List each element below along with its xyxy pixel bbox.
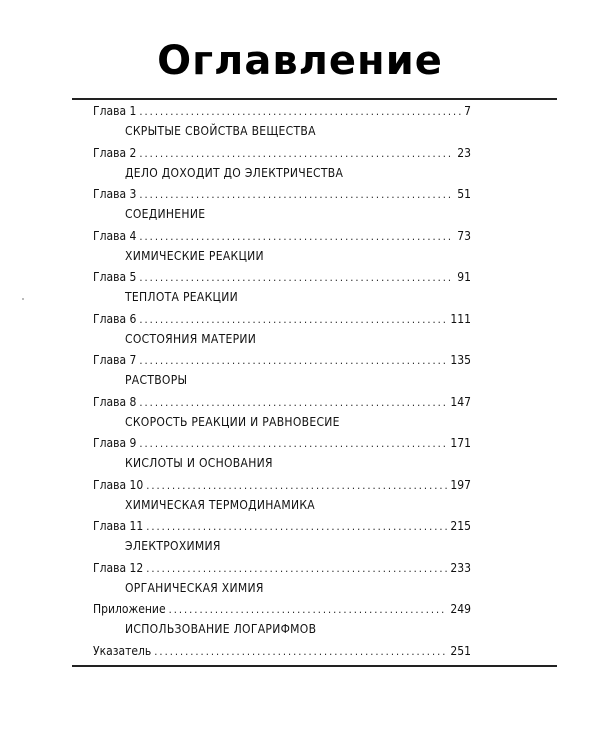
toc-entry-chapter-12[interactable]: [93, 561, 471, 603]
entry-page-number: 23: [457, 145, 471, 160]
dot-leader: [139, 354, 447, 367]
entry-page-number: 171: [450, 436, 471, 450]
entry-page-number: 135: [450, 353, 471, 367]
toc-entry-chapter-10[interactable]: [93, 478, 471, 520]
toc-entry-chapter-7[interactable]: [93, 353, 471, 395]
toc-entry-index[interactable]: [93, 644, 471, 666]
toc-entry-chapter-9[interactable]: [93, 436, 471, 478]
entry-page-number: 91: [457, 270, 471, 284]
entry-title: ДЕЛО ДОХОДИТ ДО ЭЛЕКТРИЧЕСТВА: [125, 165, 344, 180]
entry-page-number: 251: [450, 643, 471, 658]
toc-entry-chapter-4[interactable]: [93, 229, 471, 271]
dot-leader: [154, 645, 447, 658]
entry-page-number: 147: [450, 394, 471, 409]
entry-label: Глава 8: [93, 394, 137, 409]
entry-label: Глава 2: [93, 145, 137, 160]
entry-title: РАСТВОРЫ: [125, 373, 188, 387]
entry-page-number: 249: [450, 602, 471, 616]
entry-page-number: 7: [464, 104, 471, 118]
toc-entry-chapter-8[interactable]: [93, 395, 471, 437]
entry-title: ХИМИЧЕСКАЯ ТЕРМОДИНАМИКА: [125, 497, 315, 512]
dot-leader: [139, 271, 454, 284]
entry-page-number: 111: [450, 311, 471, 326]
dot-leader: [169, 603, 448, 616]
entry-label: Глава 7: [93, 353, 137, 367]
entry-label: Глава 10: [93, 477, 144, 492]
dot-leader: [139, 147, 454, 160]
entry-title: ХИМИЧЕСКИЕ РЕАКЦИИ: [125, 248, 264, 263]
dot-leader: [139, 230, 454, 243]
entry-title: СКРЫТЫЕ СВОЙСТВА ВЕЩЕСТВА: [125, 124, 316, 138]
toc-entry-chapter-2[interactable]: [93, 146, 471, 188]
entry-page-number: 233: [450, 560, 471, 575]
top-divider: [72, 98, 557, 100]
dot-leader: [139, 188, 454, 201]
entry-label: Приложение: [93, 602, 166, 616]
entry-page-number: 197: [450, 477, 471, 492]
entry-title: СКОРОСТЬ РЕАКЦИИ И РАВНОВЕСИЕ: [125, 414, 340, 429]
entry-page-number: 73: [457, 228, 471, 243]
dot-leader: [139, 396, 447, 409]
entry-page-number: 215: [450, 519, 471, 533]
dot-leader: [146, 520, 447, 533]
entry-title: СОСТОЯНИЯ МАТЕРИИ: [125, 331, 257, 346]
toc-entry-appendix[interactable]: [93, 602, 471, 644]
entry-label: Глава 3: [93, 187, 137, 201]
toc-entry-chapter-6[interactable]: [93, 312, 471, 354]
toc-entry-chapter-3[interactable]: [93, 187, 471, 229]
entry-label: Глава 11: [93, 519, 144, 533]
entry-label: Глава 9: [93, 436, 137, 450]
toc-entry-chapter-1[interactable]: [93, 104, 471, 146]
toc-entry-chapter-11[interactable]: [93, 519, 471, 561]
entry-title: ОРГАНИЧЕСКАЯ ХИМИЯ: [125, 580, 264, 595]
entry-label: Глава 5: [93, 270, 137, 284]
entry-title: ТЕПЛОТА РЕАКЦИИ: [125, 290, 238, 304]
dot-leader: [139, 437, 447, 450]
entry-label: Глава 6: [93, 311, 137, 326]
entry-title: ЭЛЕКТРОХИМИЯ: [125, 539, 221, 553]
scan-speck: [22, 298, 24, 300]
toc-entry-chapter-5[interactable]: [93, 270, 471, 312]
table-of-contents: [93, 104, 471, 666]
entry-label: Глава 4: [93, 228, 137, 243]
entry-title: СОЕДИНЕНИЕ: [125, 207, 206, 221]
entry-title: КИСЛОТЫ И ОСНОВАНИЯ: [125, 456, 273, 470]
dot-leader: [146, 479, 447, 492]
dot-leader: [146, 562, 447, 575]
entry-label: Указатель: [93, 643, 152, 658]
page-title: Оглавление: [157, 38, 443, 84]
entry-label: Глава 1: [93, 104, 137, 118]
entry-title: ИСПОЛЬЗОВАНИЕ ЛОГАРИФМОВ: [125, 622, 317, 636]
entry-label: Глава 12: [93, 560, 144, 575]
entry-page-number: 51: [457, 187, 471, 201]
bottom-divider: [72, 665, 557, 667]
dot-leader: [139, 105, 461, 118]
dot-leader: [139, 313, 447, 326]
